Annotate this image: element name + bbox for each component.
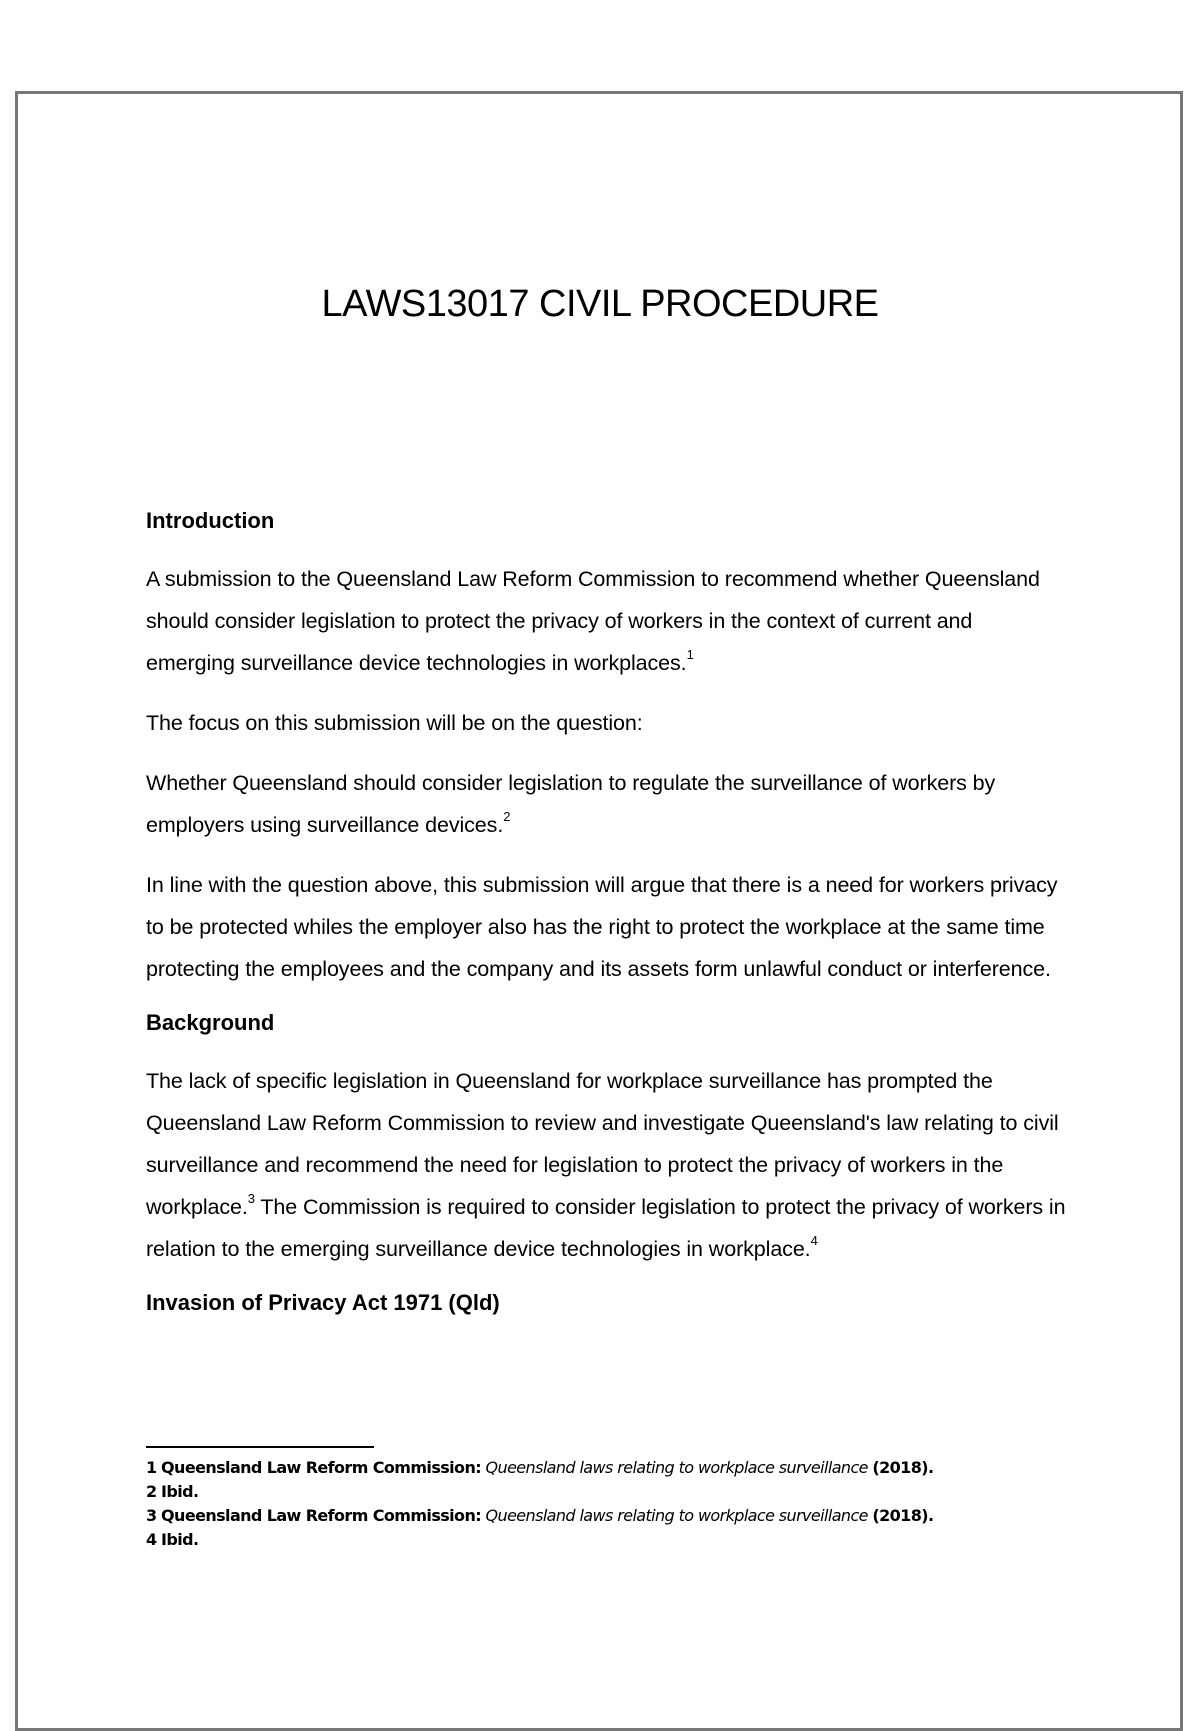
footnote-title: Queensland laws relating to workplace surveillance xyxy=(485,1458,868,1477)
paragraph-text: The lack of specific legislation in Queensland for workplace surveillance has prompted the Queensland Law Reform Commission to review and investigate Queensland's law relating to civil surveillance and recommend the need for legislation to protect the privacy of workers in the workplace. xyxy=(146,1069,1059,1219)
footnote-1 xyxy=(146,1456,1126,1480)
paragraph-text: In line with the question above, this submission will argue that there is a need for workers privacy to be protected whiles the employer also has the right to protect the workplace at the same time protecting the employees and the company and its assets form unlawful conduct or interference. xyxy=(146,873,1058,981)
footnote-4 xyxy=(146,1528,1126,1552)
footnote-title: Queensland laws relating to workplace surveillance xyxy=(485,1506,868,1525)
paragraph-text: A submission to the Queensland Law Reform Commission to recommend whether Queensland should consider legislation to protect the privacy of workers in the context of current and emerging surveillance device technologies in workplaces. xyxy=(146,567,1040,675)
footnote-number: 1 xyxy=(146,1458,157,1477)
footnote-number: 3 xyxy=(146,1506,157,1525)
footnote-number: 4 xyxy=(146,1530,157,1549)
footnote-source: Queensland Law Reform Commission: xyxy=(161,1506,482,1525)
paragraph-text: The Commission is required to consider legislation to protect the privacy of workers in relation to the emerging surveillance device technologies in workplace. xyxy=(146,1195,1066,1261)
footnote-2 xyxy=(146,1480,1126,1504)
intro-paragraph-2 xyxy=(146,702,1066,744)
paragraph-text: The focus on this submission will be on the question: xyxy=(146,711,643,735)
intro-paragraph-4 xyxy=(146,864,1066,990)
section-heading-background: Background xyxy=(146,1010,275,1035)
footnote-ref[interactable]: 2 xyxy=(503,808,511,824)
document-body xyxy=(146,506,1066,1340)
background-paragraph-1 xyxy=(146,1060,1066,1270)
section-heading-invasion-of-privacy-act: Invasion of Privacy Act 1971 (Qld) xyxy=(146,1290,500,1315)
footnote-source: Ibid. xyxy=(161,1482,199,1501)
footnote-year: (2018). xyxy=(872,1506,934,1525)
footnote-ref[interactable]: 1 xyxy=(686,646,694,662)
footnotes xyxy=(146,1456,1126,1552)
section-heading-introduction: Introduction xyxy=(146,508,275,533)
footnote-number: 2 xyxy=(146,1482,157,1501)
footnote-ref[interactable]: 3 xyxy=(247,1190,255,1206)
footnote-separator xyxy=(146,1446,374,1448)
footnote-source: Ibid. xyxy=(161,1530,199,1549)
intro-paragraph-3 xyxy=(146,762,1066,846)
footnote-year: (2018). xyxy=(872,1458,934,1477)
paragraph-text: Whether Queensland should consider legislation to regulate the surveillance of workers by employers using surveillance devices. xyxy=(146,771,996,837)
footnote-source: Queensland Law Reform Commission: xyxy=(161,1458,482,1477)
intro-paragraph-1 xyxy=(146,558,1066,684)
document-title: LAWS13017 CIVIL PROCEDURE xyxy=(321,283,879,325)
footnote-3 xyxy=(146,1504,1126,1528)
footnote-ref[interactable]: 4 xyxy=(810,1232,818,1248)
